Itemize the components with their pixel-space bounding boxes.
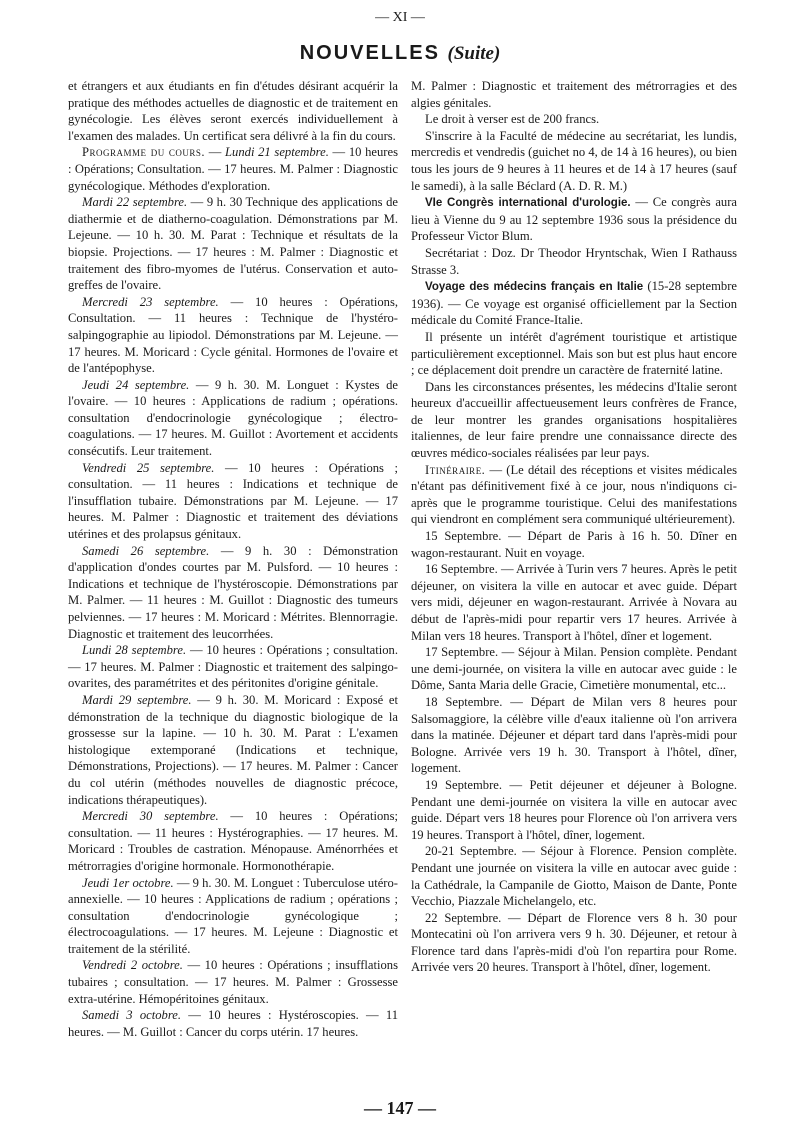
paragraph-text: 22 Septembre. — Départ de Florence vers 8 h. 30 pour Montecatini où l'on arrivera vers 9 h. 30. Déjeuner, et retour à Florence tard dans l'après-midi d'où l'on repartira pour Rome. Arrivée vers 20 heures. Transport à l'hôtel, dîner, logement.	[411, 910, 737, 975]
paragraph-text: — 10 heures : Opérations ; consultation. — 17 heures. M. Palmer : Diagnostic et traitement des salpingo-ovarites, des paramétrites et des péritonites d'origine génitale.	[68, 643, 398, 691]
paragraph-text: Le droit à verser est de 200 francs.	[425, 112, 600, 127]
paragraph-lead: Programme du cours.	[82, 145, 206, 160]
paragraph-heading: VIe Congrès international d'urologie.	[425, 197, 631, 210]
paragraph	[411, 910, 737, 976]
paragraph-text: (15-28 septembre 1936). — Ce voyage est organisé officiellement par la Section médicale du Comité France-Italie.	[411, 279, 738, 328]
paragraph	[411, 194, 737, 245]
paragraph-dash: —	[205, 145, 226, 160]
paragraph	[68, 194, 398, 294]
paragraph	[411, 78, 737, 111]
page-number: — 147 —	[364, 1098, 436, 1118]
paragraph-text: — 10 heures : Opérations ; consultation. — 11 heures : Indications et technique de l'insufflation tubaire. Démonstrations par M. Lejeune. — 17 heures. M. Palmer : Diagnostic et traitement des déviations utérines et des prolapsus génitaux.	[68, 460, 398, 542]
paragraph-date: Mercredi 30 septembre.	[82, 809, 219, 824]
paragraph	[411, 379, 737, 462]
title-suite: (Suite)	[447, 43, 501, 64]
paragraph-date: Mardi 22 septembre.	[82, 195, 188, 210]
paragraph-text: S'inscrire à la Faculté de médecine au secrétariat, les lundis, mercredis et vendredis (guichet no 4, de 14 à 16 heures), ou bien tous les jours de 9 heures à 11 heures et de 14 à 17 heures (sauf le samedi), à la salle Béclard (A. D. R. M.)	[411, 128, 737, 193]
paragraph	[68, 543, 398, 643]
paragraph-text: Il présente un intérêt d'agrément touristique et artistique particulièrement exceptionnel. Mais son but est plus haut encore ; ce déplacement doit prendre un caractère de fraternité latine.	[411, 329, 737, 378]
paragraph-date: Samedi 3 octobre.	[82, 1008, 181, 1023]
paragraph	[411, 843, 737, 909]
paragraph	[68, 957, 398, 1007]
paragraph	[411, 245, 737, 278]
paragraph-text: — 9 h. 30 : Démonstration d'application d'ondes courtes par M. Pulsford. — 10 heures : Indications et technique de l'hystéroscopie. Démonstrations par M. Palmer. — 11 heures : M. Guillot : Diagnostic des tumeurs pelviennes. — 17 heures : M. Moricard : Métrites. Blennorragie. Diagnostic et traitement des leucorrhées.	[68, 543, 399, 641]
paragraph	[68, 642, 398, 692]
paragraph-date: Lundi 21 septembre.	[225, 145, 329, 160]
paragraph-date: Jeudi 24 septembre.	[82, 377, 190, 392]
paragraph-text: 15 Septembre. — Départ de Paris à 16 h. 50. Dîner en wagon-restaurant. Nuit en voyage.	[411, 529, 737, 560]
left-column	[68, 78, 398, 1040]
roman-page-number: — XI —	[375, 10, 425, 25]
paragraph-date: Samedi 26 septembre.	[82, 543, 210, 558]
paragraph-text: Dans les circonstances présentes, les médecins d'Italie seront heureux d'accueillir affectueusement leurs confrères de France, de leur montrer les grandes organisations hospitalières italiennes, de leur faire prendre une connaissance directe des œuvres médico-sociales réalisées par leur pays.	[411, 379, 737, 461]
paragraph	[411, 561, 737, 644]
paragraph	[68, 294, 398, 377]
paragraph	[68, 808, 398, 874]
paragraph-text: — 10 heures : Opérations; Consultation. — 17 heures. M. Palmer : Diagnostic gynécologique. Méthodes d'exploration.	[68, 145, 398, 193]
paragraph	[411, 278, 737, 329]
paragraph-text: 20-21 Septembre. — Séjour à Florence. Pension complète. Pendant une journée on visitera la ville en autocar avec guide : la Cathédrale, la Campanile de Giotto, Maison de Dante, Ponte Vecchio, Piazzale Michelangelo, etc.	[411, 844, 737, 909]
paragraph-text: — 10 heures : Opérations, Consultation. — 11 heures : Technique de l'hystéro-salpingographie au lipiodol. Démonstrations par M. Lejeune. — 17 heures. M. Moricard : Cycle génital. Hormones de l'ovaire et de l'antépophyse.	[68, 294, 398, 376]
paragraph-text: 18 Septembre. — Départ de Milan vers 8 heures pour Salsomaggiore, la célèbre ville d'eaux italienne où l'on arrivera dans la matinée. Déjeuner et départ tard dans l'après-midi pour Bologne. Arrivée vers 19 h. 30. Transport à l'hôtel, dîner, logement.	[411, 694, 737, 776]
paragraph	[68, 875, 398, 958]
paragraph-date: Vendredi 2 octobre.	[82, 958, 183, 973]
paragraph	[68, 78, 398, 144]
paragraph-text: — 9 h. 30. M. Moricard : Exposé et démonstration de la technique du diagnostic biologique de la grossesse sur la lapine. — 10 h. 30. M. Parat : L'examen histologique extemporané (Indications et technique, Démonstrations, Projections). — 17 heures. M. Palmer : Cancer du col utérin (méthodes nouvelles de diagnostic précoce, indications thérapeutiques).	[68, 692, 398, 807]
paragraph	[411, 111, 737, 128]
paragraph-date: Lundi 28 septembre.	[82, 643, 187, 658]
paragraph-date: Mardi 29 septembre.	[82, 692, 192, 707]
paragraph-text: Secrétariat : Doz. Dr Theodor Hryntschak, Wien I Rathauss Strasse 3.	[411, 245, 737, 277]
paragraph-date: Jeudi 1er octobre.	[82, 875, 174, 890]
paragraph-text: — 10 heures : Opérations ; insufflations tubaires ; consultation. — 17 heures. M. Palmer : Grossesse extra-utérine. Hémopéritoines génitaux.	[68, 958, 398, 1006]
paragraph-date: Mercredi 23 septembre.	[82, 294, 219, 309]
paragraph-text: 17 Septembre. — Séjour à Milan. Pension complète. Pendant une demi-journée, on visitera la ville en autocar avec guide : le Dôme, Santa Maria delle Gracie, Cimetière monumental, etc...	[411, 645, 737, 693]
paragraph-text: — (Le détail des réceptions et visites médicales n'étant pas définitivement fixé à ce jour, nous n'indiquons ci-après que le programme touristique. Celui des manifestations qui viendront en complément sera communiqué ultérieurement).	[411, 462, 737, 527]
paragraph-text: — 10 heures : Opérations; consultation. — 11 heures : Hystérographies. — 17 heures. M. Moricard : Troubles de castration. Ménopause. Aménorrhées et métrorragies d'origine hormonale. Hormonothérapie.	[68, 809, 398, 873]
paragraph-date: Vendredi 25 septembre.	[82, 460, 215, 475]
paragraph-text: — 9 h. 30 Technique des applications de diathermie et de diatherno-coagulation. Démonstrations par M. Lejeune. — 10 h. 30. M. Parat : Technique et résultats de la biopsie. Projections. — 17 heures : M. Palmer : Diagnostic et traitement des fibro-myomes de l'utérus. Conservation et auto-greffes de l'ovaire.	[68, 195, 398, 293]
paragraph-heading: Voyage des médecins français en Italie	[425, 281, 644, 294]
paragraph-text: M. Palmer : Diagnostic et traitement des métrorragies et des algies génitales.	[411, 79, 737, 110]
paragraph	[68, 1007, 398, 1040]
paragraph-text: 19 Septembre. — Petit déjeuner et déjeuner à Bologne. Pendant une demi-journée on visitera la ville en autocar avec guide. Départ vers 18 heures pour Florence où l'on arrivera vers 19 heures. Transport à l'hôtel, dîner, logement.	[411, 777, 737, 842]
paragraph-text: — 10 heures : Hystéroscopies. — 11 heures. — M. Guillot : Cancer du corps utérin. 17 heures.	[68, 1008, 398, 1039]
paragraph	[68, 377, 398, 460]
title-text: NOUVELLES	[299, 42, 440, 64]
paragraph-text: — Ce congrès aura lieu à Vienne du 9 au 12 septembre 1936 sous la présidence du Professeur Victor Blum.	[411, 195, 738, 244]
paragraph-text: et étrangers et aux étudiants en fin d'études désirant acquérir la pratique des méthodes actuelles de diagnostic et de traitement en gynécologie. Les élèves seront exercés individuellement à l'examen des malades. Un certificat sera délivré à la fin du cours.	[68, 79, 398, 143]
paragraph	[411, 462, 737, 528]
section-title	[0, 42, 800, 65]
paragraph-text: 16 Septembre. — Arrivée à Turin vers 7 heures. Après le petit déjeuner, on visitera la ville en autocar et avec guide. Départ vers midi, déjeuner en wagon-restaurant. Arrivée à Novara au début de l'après-midi pour repartir vers 17 heures. Arrivée à Milan vers 18 heures. Transport à l'hôtel, dîner et logement.	[411, 562, 737, 643]
paragraph	[68, 692, 398, 808]
paragraph	[411, 694, 737, 777]
paragraph	[411, 329, 737, 379]
paragraph	[411, 644, 737, 694]
paragraph	[68, 144, 398, 194]
right-column	[411, 78, 737, 976]
paragraph	[411, 528, 737, 561]
paragraph-text: — 9 h. 30. M. Longuet : Tuberculose utéro-annexielle. — 10 heures : Applications de radium ; opérations ; consultation d'endocrinologie gynécologique ; électrocoagulations. — 17 heures. M. Lejeune : Diagnostic et traitement de la stérilité.	[68, 875, 398, 956]
paragraph	[411, 128, 737, 194]
paragraph-lead: Itinéraire.	[425, 462, 486, 477]
paragraph	[411, 777, 737, 843]
paragraph-text: — 9 h. 30. M. Longuet : Kystes de l'ovaire. — 10 heures : Applications de radium ; opérations. consultation d'endocrinologie gynécologique ; électro-coagulations. — 17 heures. M. Guillot : Avortement et accidents consécutifs. Leur traitement.	[68, 377, 398, 459]
paragraph	[68, 460, 398, 543]
